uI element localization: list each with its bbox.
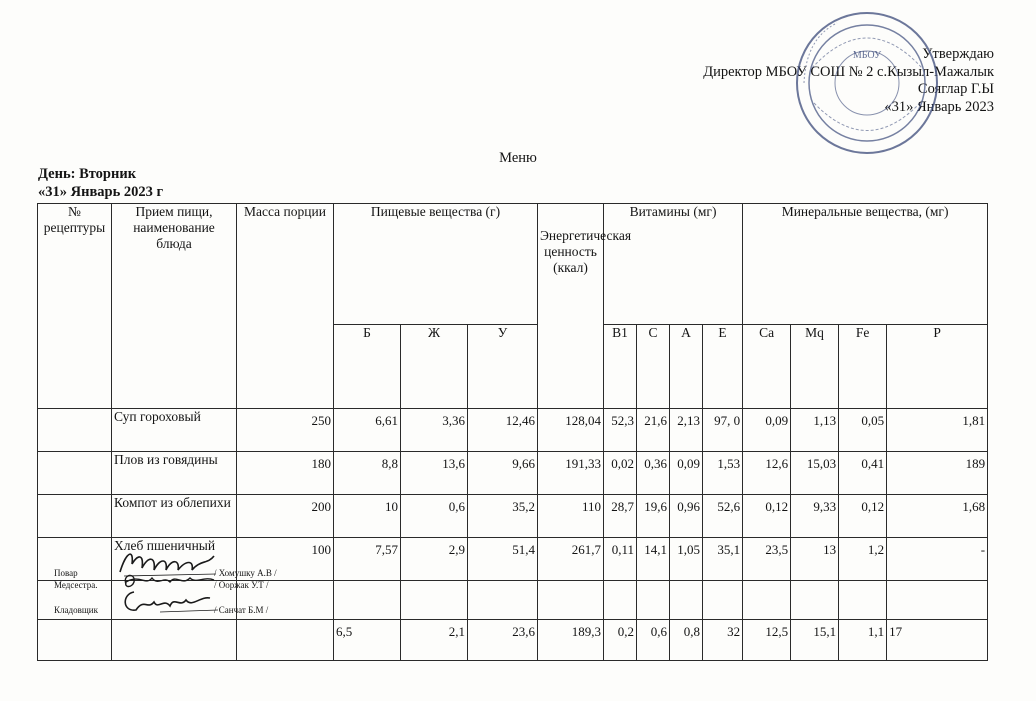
total-fat: 2,1	[401, 620, 468, 661]
energy-cell: 110	[538, 495, 604, 538]
fat-cell: 13,6	[401, 452, 468, 495]
fe-cell: 0,41	[839, 452, 887, 495]
portion-cell: 100	[237, 538, 334, 581]
stamp-text: МБОУ	[852, 50, 882, 61]
header-vitamins: Витамины (мг)	[604, 204, 743, 325]
c-cell: 19,6	[637, 495, 670, 538]
fe-cell: 0,12	[839, 495, 887, 538]
subheader-b1: В1	[604, 325, 637, 409]
e-cell: 1,53	[703, 452, 743, 495]
carb-cell: 9,66	[468, 452, 538, 495]
carb-cell: 51,4	[468, 538, 538, 581]
ca-cell: 0,12	[743, 495, 791, 538]
dish-name: Суп гороховый	[112, 409, 237, 452]
date-label: «31» Январь 2023 г	[38, 184, 164, 200]
dish-name	[112, 620, 237, 661]
subheader-mg: Мq	[791, 325, 839, 409]
portion-cell: 180	[237, 452, 334, 495]
subheader-a: А	[670, 325, 703, 409]
carb-cell: 35,2	[468, 495, 538, 538]
c-cell: 0,36	[637, 452, 670, 495]
recipe-cell	[38, 495, 112, 538]
p-cell: 1,68	[887, 495, 988, 538]
total-fe: 1,1	[839, 620, 887, 661]
e-cell: 52,6	[703, 495, 743, 538]
total-ca: 12,5	[743, 620, 791, 661]
b1-cell: 0,02	[604, 452, 637, 495]
total-carb: 23,6	[468, 620, 538, 661]
carb-cell: 12,46	[468, 409, 538, 452]
protein-cell: 8,8	[334, 452, 401, 495]
total-a: 0,8	[670, 620, 703, 661]
fat-cell: 0,6	[401, 495, 468, 538]
mg-cell: 1,13	[791, 409, 839, 452]
table-row	[38, 409, 988, 452]
table-row	[38, 495, 988, 538]
totals-row	[38, 620, 988, 661]
fe-cell: 1,2	[839, 538, 887, 581]
subheader-ca: Са	[743, 325, 791, 409]
portion-cell: 250	[237, 409, 334, 452]
mg-cell: 15,03	[791, 452, 839, 495]
p-cell: 189	[887, 452, 988, 495]
energy-cell: 261,7	[538, 538, 604, 581]
approval-title: Утверждаю	[922, 46, 994, 62]
storekeeper-signature-mark	[120, 586, 220, 618]
fat-cell: 2,9	[401, 538, 468, 581]
school-stamp	[792, 8, 942, 158]
subheader-u: У	[468, 325, 538, 409]
signature-role: Медсестра.	[54, 580, 98, 590]
protein-cell: 10	[334, 495, 401, 538]
e-cell: 35,1	[703, 538, 743, 581]
b1-cell: 28,7	[604, 495, 637, 538]
a-cell: 2,13	[670, 409, 703, 452]
e-cell: 97, 0	[703, 409, 743, 452]
protein-cell: 6,61	[334, 409, 401, 452]
total-e: 32	[703, 620, 743, 661]
portion-cell: 200	[237, 495, 334, 538]
p-cell: 1,81	[887, 409, 988, 452]
signature-role: Кладовщик	[54, 605, 98, 615]
total-mg: 15,1	[791, 620, 839, 661]
subheader-zh: Ж	[401, 325, 468, 409]
total-p: 17	[887, 620, 988, 661]
recipe-cell	[38, 409, 112, 452]
signature-name: / Хомушку А.В /	[214, 568, 277, 578]
a-cell: 0,96	[670, 495, 703, 538]
recipe-cell	[38, 452, 112, 495]
ca-cell: 23,5	[743, 538, 791, 581]
page-title: Меню	[499, 150, 537, 166]
header-energy: Энергетическая ценность (ккал)	[538, 204, 604, 409]
portion-cell	[237, 620, 334, 661]
signature-name: / Санчат Б.М /	[214, 605, 269, 615]
signature-name: / Ооржак У.Т /	[214, 580, 269, 590]
recipe-cell	[38, 620, 112, 661]
header-portion: Масса порции	[237, 204, 334, 409]
signature-role: Повар	[54, 568, 78, 578]
fe-cell: 0,05	[839, 409, 887, 452]
ca-cell: 12,6	[743, 452, 791, 495]
table-row	[38, 452, 988, 495]
a-cell: 0,09	[670, 452, 703, 495]
approval-director: Директор МБОУ СОШ № 2 с.Кызыл-Мажалык	[703, 63, 994, 80]
subheader-fe: Fe	[839, 325, 887, 409]
approval-date: «31» Январь 2023	[884, 98, 994, 115]
energy-cell: 191,33	[538, 452, 604, 495]
subheader-c: С	[637, 325, 670, 409]
dish-name: Плов из говядины	[112, 452, 237, 495]
dish-name: Компот из облепихи	[112, 495, 237, 538]
total-energy: 189,3	[538, 620, 604, 661]
energy-cell: 128,04	[538, 409, 604, 452]
c-cell: 14,1	[637, 538, 670, 581]
header-meal: Прием пищи, наименование блюда	[112, 204, 237, 409]
total-protein: 6,5	[334, 620, 401, 661]
header-minerals: Минеральные вещества, (мг)	[743, 204, 988, 325]
c-cell: 21,6	[637, 409, 670, 452]
signature-row-cook	[54, 568, 78, 578]
signature-row-nurse	[54, 580, 97, 590]
mg-cell: 13	[791, 538, 839, 581]
total-c: 0,6	[637, 620, 670, 661]
approval-signer: Сояглар Г.Ы	[917, 81, 994, 97]
subheader-p: Р	[887, 325, 988, 409]
protein-cell: 7,57	[334, 538, 401, 581]
b1-cell: 52,3	[604, 409, 637, 452]
mg-cell: 9,33	[791, 495, 839, 538]
header-recipe-no: № рецептуры	[38, 204, 112, 409]
ca-cell: 0,09	[743, 409, 791, 452]
day-label: День: Вторник	[38, 166, 137, 182]
dish-name: Хлеб пшеничный	[112, 538, 237, 581]
fat-cell: 3,36	[401, 409, 468, 452]
subheader-e: Е	[703, 325, 743, 409]
total-b1: 0,2	[604, 620, 637, 661]
signature-row-storekeeper	[54, 605, 98, 615]
p-cell: -	[887, 538, 988, 581]
a-cell: 1,05	[670, 538, 703, 581]
subheader-b: Б	[334, 325, 401, 409]
b1-cell: 0,11	[604, 538, 637, 581]
header-nutrients: Пищевые вещества (г)	[334, 204, 538, 325]
